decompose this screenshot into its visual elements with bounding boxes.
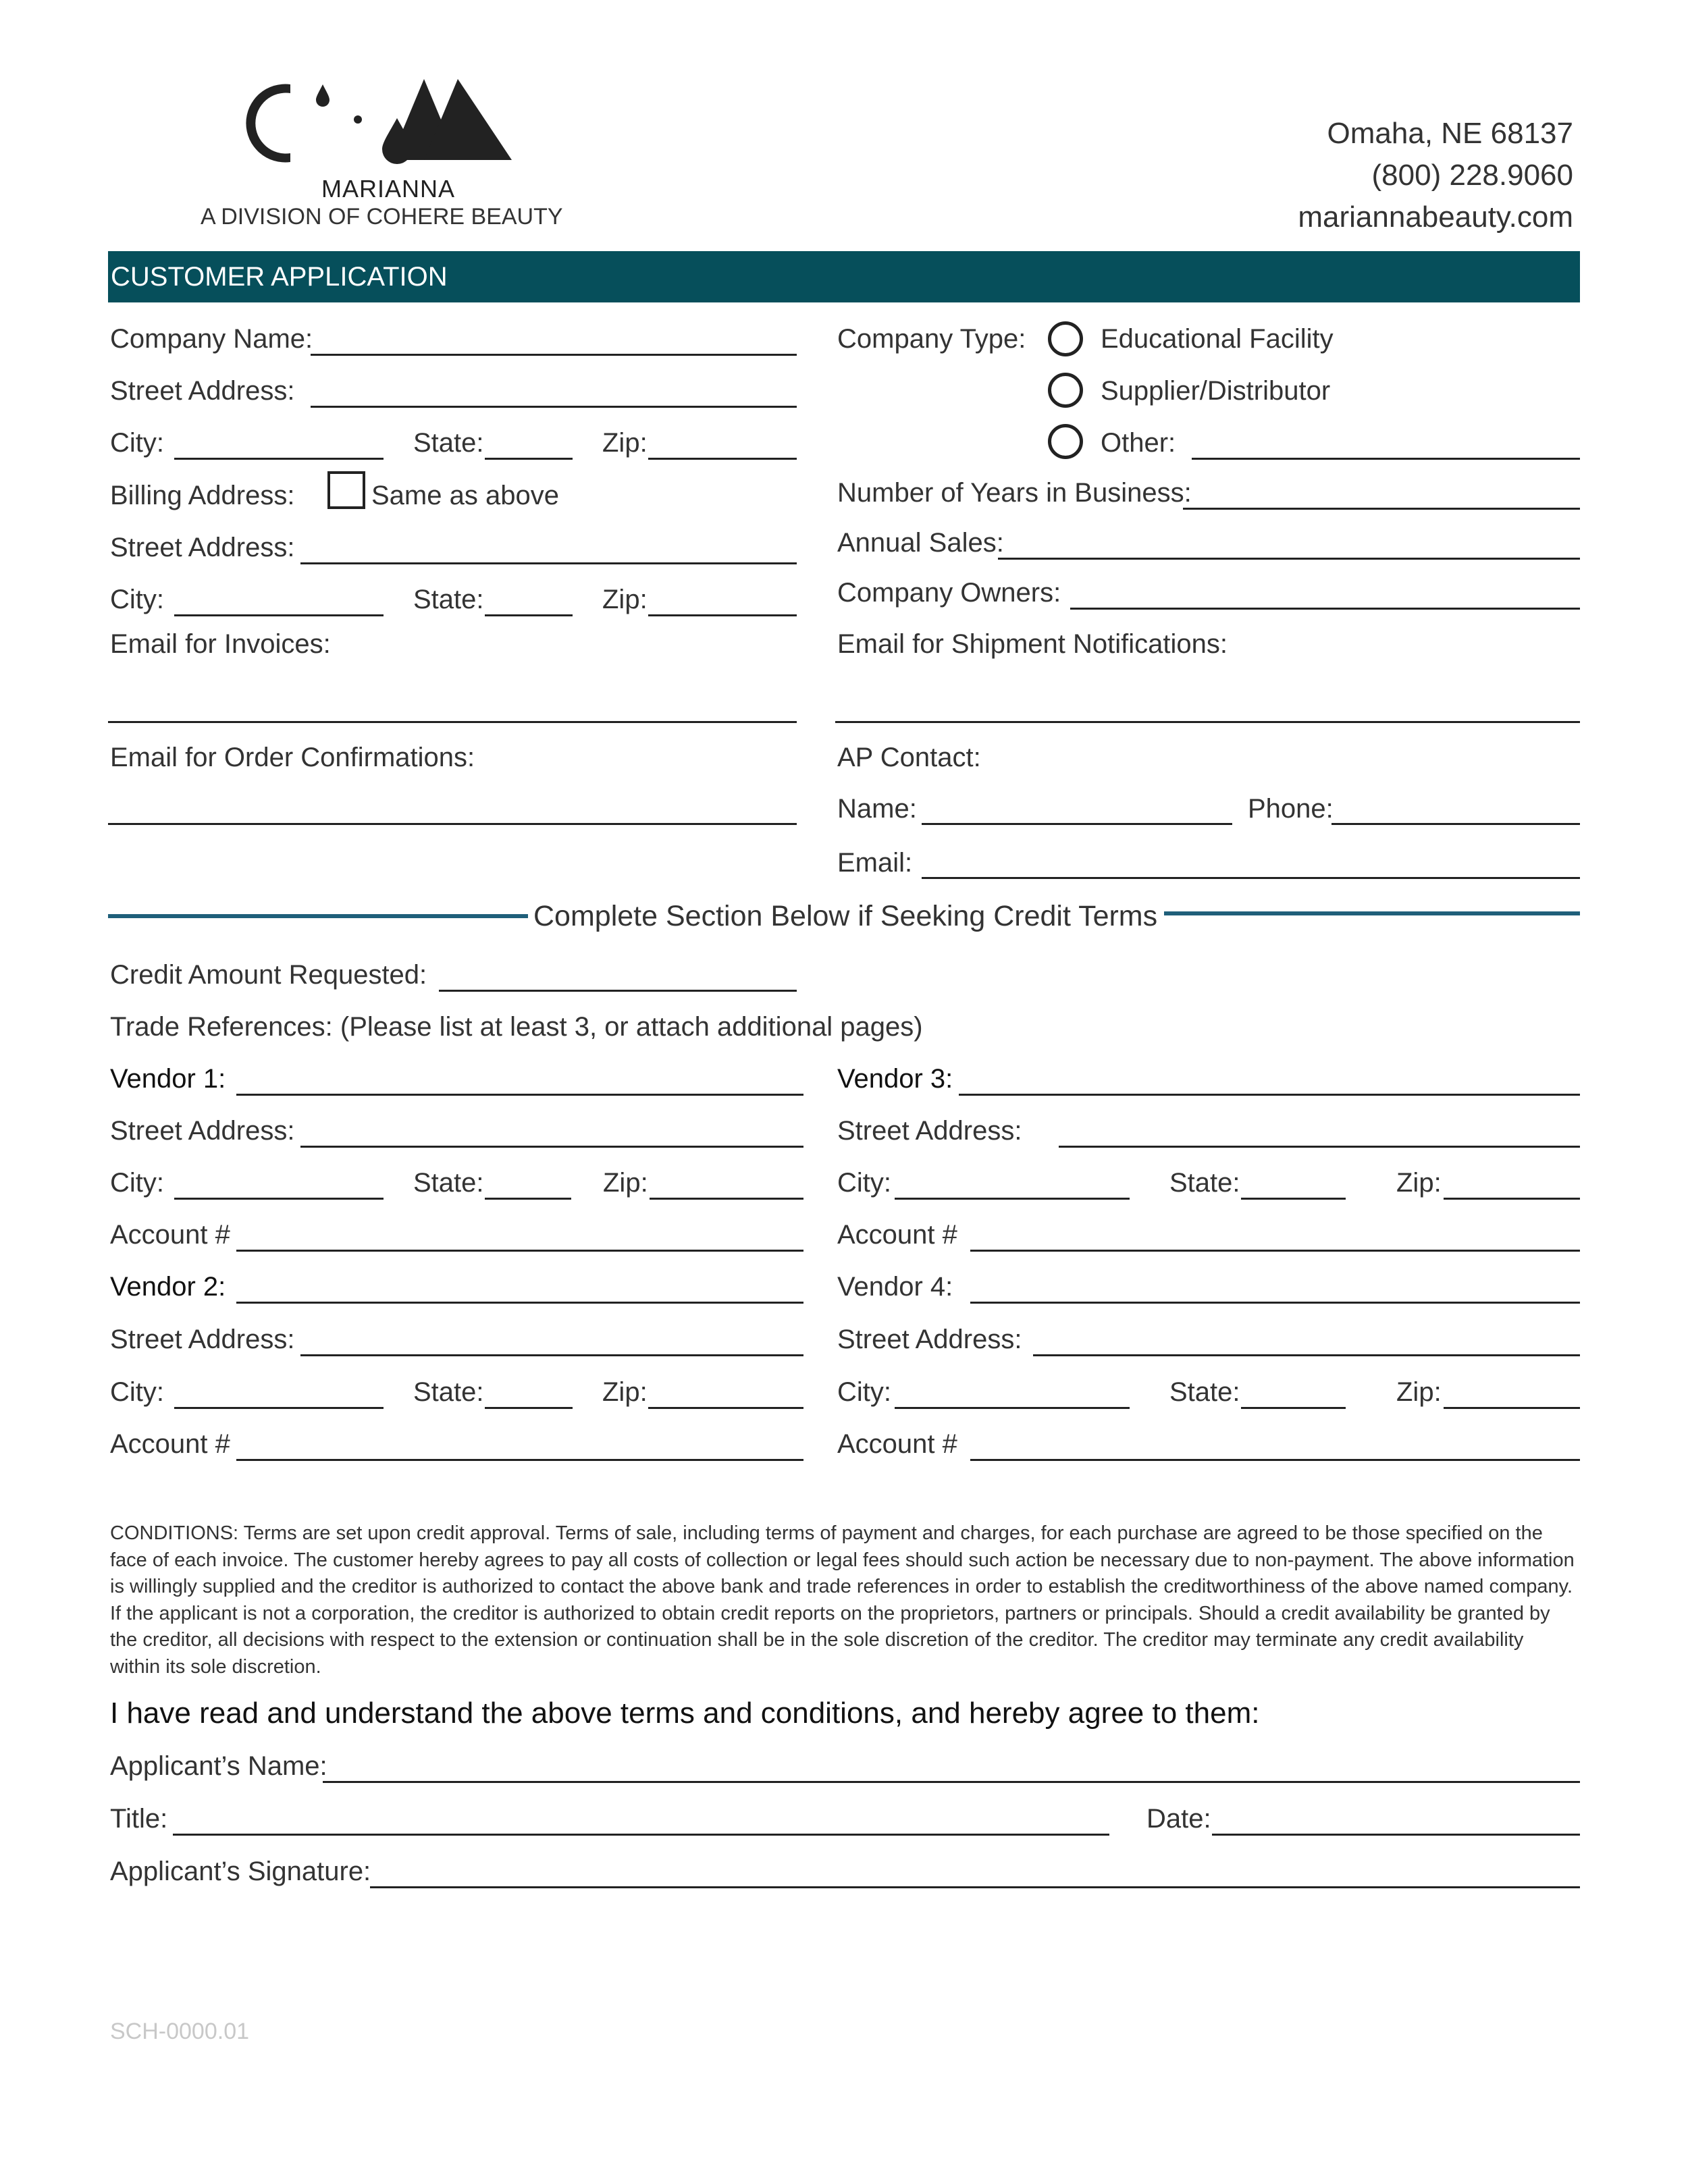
vendor-3-account-field[interactable] xyxy=(970,1250,1580,1252)
state-label: State: xyxy=(413,428,484,458)
billing-street-field[interactable] xyxy=(300,562,797,564)
vendor-4-zip-label: Zip: xyxy=(1396,1377,1442,1407)
vendor-3-name-field[interactable] xyxy=(959,1094,1580,1096)
billing-zip-field[interactable] xyxy=(648,614,797,616)
street-address-label: Street Address: xyxy=(110,376,295,406)
vendor-4-city-field[interactable] xyxy=(895,1407,1130,1409)
signature-field[interactable] xyxy=(370,1886,1580,1888)
vendor-4-street-label: Street Address: xyxy=(837,1325,1022,1354)
billing-state-field[interactable] xyxy=(485,614,573,616)
radio-other[interactable] xyxy=(1048,424,1083,459)
vendor-1-zip-label: Zip: xyxy=(603,1168,648,1198)
annual-sales-label: Annual Sales: xyxy=(837,528,1004,558)
vendor-4-name-field[interactable] xyxy=(970,1302,1580,1304)
years-in-business-field[interactable] xyxy=(1183,508,1580,510)
vendor-2-zip-field[interactable] xyxy=(648,1407,803,1409)
banner-title: CUSTOMER APPLICATION xyxy=(111,262,448,292)
billing-street-label: Street Address: xyxy=(110,533,295,562)
company-name-label: Company Name: xyxy=(110,324,313,354)
vendor-2-street-label: Street Address: xyxy=(110,1325,295,1354)
section-banner xyxy=(108,251,1580,302)
vendor-3-city-field[interactable] xyxy=(895,1198,1130,1200)
billing-city-label: City: xyxy=(110,585,164,614)
city-field[interactable] xyxy=(174,458,384,460)
title-field[interactable] xyxy=(173,1834,1109,1836)
vendor-4-state-field[interactable] xyxy=(1241,1407,1346,1409)
vendor-1-zip-field[interactable] xyxy=(650,1198,803,1200)
vendor-1-account-label: Account # xyxy=(110,1220,230,1250)
brand-name: MARIANNA xyxy=(321,175,456,203)
vendor-1-city-label: City: xyxy=(110,1168,164,1198)
email-shipment-label: Email for Shipment Notifications: xyxy=(837,629,1228,659)
title-label: Title: xyxy=(110,1804,168,1834)
same-as-above-label: Same as above xyxy=(371,481,559,510)
vendor-1-name-field[interactable] xyxy=(236,1094,803,1096)
vendor-2-city-label: City: xyxy=(110,1377,164,1407)
vendor-4-account-field[interactable] xyxy=(970,1459,1580,1461)
same-as-above-checkbox[interactable] xyxy=(327,471,365,509)
vendor-2-account-label: Account # xyxy=(110,1429,230,1459)
ap-phone-field[interactable] xyxy=(1331,823,1580,825)
applicant-name-label: Applicant’s Name: xyxy=(110,1751,327,1781)
ap-contact-label: AP Contact: xyxy=(837,743,981,772)
ap-email-field[interactable] xyxy=(922,877,1580,879)
vendor-2-title: Vendor 2: xyxy=(110,1272,226,1302)
vendor-2-city-field[interactable] xyxy=(174,1407,384,1409)
vendor-3-street-label: Street Address: xyxy=(837,1116,1022,1146)
billing-address-label: Billing Address: xyxy=(110,481,295,510)
vendor-2-name-field[interactable] xyxy=(236,1302,803,1304)
vendor-1-street-label: Street Address: xyxy=(110,1116,295,1146)
zip-field[interactable] xyxy=(648,458,797,460)
ap-email-label: Email: xyxy=(837,848,913,878)
company-name-field[interactable] xyxy=(311,354,797,356)
vendor-1-account-field[interactable] xyxy=(236,1250,803,1252)
years-in-business-label: Number of Years in Business: xyxy=(837,478,1192,508)
vendor-2-state-field[interactable] xyxy=(485,1407,573,1409)
state-field[interactable] xyxy=(485,458,573,460)
credit-section-title: Complete Section Below if Seeking Credit Terms xyxy=(533,900,1158,932)
zip-label: Zip: xyxy=(602,428,648,458)
credit-divider-right xyxy=(1164,911,1580,915)
email-shipment-field[interactable] xyxy=(835,721,1580,723)
ap-phone-label: Phone: xyxy=(1248,794,1334,824)
vendor-1-state-field[interactable] xyxy=(485,1198,571,1200)
contact-city: Omaha, NE 68137 xyxy=(1327,117,1573,150)
trade-references-label: Trade References: (Please list at least 3, or attach additional pages) xyxy=(110,1012,923,1042)
vendor-2-state-label: State: xyxy=(413,1377,484,1407)
company-owners-field[interactable] xyxy=(1070,608,1580,610)
credit-divider-left xyxy=(108,914,528,918)
option-other: Other: xyxy=(1101,428,1176,458)
date-label: Date: xyxy=(1146,1804,1211,1834)
option-supplier-distributor: Supplier/Distributor xyxy=(1101,376,1331,406)
email-orders-label: Email for Order Confirmations: xyxy=(110,743,475,772)
brand-division: A DIVISION OF COHERE BEAUTY xyxy=(201,204,563,230)
vendor-3-city-label: City: xyxy=(837,1168,891,1198)
vendor-4-zip-field[interactable] xyxy=(1444,1407,1580,1409)
other-type-field[interactable] xyxy=(1192,458,1580,460)
billing-city-field[interactable] xyxy=(174,614,384,616)
vendor-1-city-field[interactable] xyxy=(174,1198,384,1200)
vendor-1-state-label: State: xyxy=(413,1168,484,1198)
ap-name-field[interactable] xyxy=(922,823,1232,825)
vendor-3-title: Vendor 3: xyxy=(837,1064,953,1094)
ap-name-label: Name: xyxy=(837,794,917,824)
contact-phone: (800) 228.9060 xyxy=(1371,159,1573,192)
vendor-2-account-field[interactable] xyxy=(236,1459,803,1461)
street-address-field[interactable] xyxy=(311,406,797,408)
vendor-3-zip-label: Zip: xyxy=(1396,1168,1442,1198)
agreement-statement: I have read and understand the above terms and conditions, and hereby agree to them: xyxy=(110,1697,1260,1730)
company-owners-label: Company Owners: xyxy=(837,578,1061,608)
city-label: City: xyxy=(110,428,164,458)
vendor-3-state-label: State: xyxy=(1169,1168,1240,1198)
vendor-3-state-field[interactable] xyxy=(1241,1198,1346,1200)
billing-state-label: State: xyxy=(413,585,484,614)
logo xyxy=(243,71,527,172)
vendor-4-city-label: City: xyxy=(837,1377,891,1407)
vendor-2-zip-label: Zip: xyxy=(602,1377,648,1407)
logo-mark-icon xyxy=(243,71,527,172)
credit-amount-field[interactable] xyxy=(439,990,797,992)
email-invoices-label: Email for Invoices: xyxy=(110,629,331,659)
email-orders-field[interactable] xyxy=(108,823,797,825)
radio-educational-facility[interactable] xyxy=(1048,321,1083,356)
conditions-text: CONDITIONS: Terms are set upon credit approval. Terms of sale, including terms of payment and charges, for each purchase are agreed to be those specified on the face of each invoice. The customer hereby agrees to pay all costs of collection or legal fees should such action be necessary due to non-payment. The above information is willingly supplied and the creditor is authorized to contact the above bank and trade references in order to establish the creditworthiness of the above named company. If the applicant is not a corporation, the creditor is authorized to obtain credit reports on the proprietors, partners or principals. Should a credit availability be granted by the creditor, all decisions with respect to the extension or continuation shall be in the sole discretion of the creditor. The creditor may terminate any credit availability within its sole discretion. xyxy=(110,1522,1575,1678)
contact-website[interactable]: mariannabeauty.com xyxy=(1298,201,1573,234)
billing-zip-label: Zip: xyxy=(602,585,648,614)
date-field[interactable] xyxy=(1212,1834,1580,1836)
vendor-4-street-field[interactable] xyxy=(1033,1354,1580,1356)
document-code: SCH-0000.01 xyxy=(110,2019,250,2044)
vendor-4-title: Vendor 4: xyxy=(837,1272,953,1302)
credit-amount-label: Credit Amount Requested: xyxy=(110,960,427,990)
applicant-name-field[interactable] xyxy=(323,1781,1580,1783)
vendor-1-street-field[interactable] xyxy=(300,1146,803,1148)
radio-supplier-distributor[interactable] xyxy=(1048,373,1083,408)
vendor-3-street-field[interactable] xyxy=(1059,1146,1580,1148)
vendor-3-zip-field[interactable] xyxy=(1444,1198,1580,1200)
signature-label: Applicant’s Signature: xyxy=(110,1857,371,1886)
email-invoices-field[interactable] xyxy=(108,721,797,723)
option-educational-facility: Educational Facility xyxy=(1101,324,1334,354)
annual-sales-field[interactable] xyxy=(998,558,1580,560)
vendor-1-title: Vendor 1: xyxy=(110,1064,226,1094)
vendor-4-state-label: State: xyxy=(1169,1377,1240,1407)
vendor-4-account-label: Account # xyxy=(837,1429,957,1459)
vendor-3-account-label: Account # xyxy=(837,1220,957,1250)
company-type-label: Company Type: xyxy=(837,324,1026,354)
vendor-2-street-field[interactable] xyxy=(300,1354,803,1356)
